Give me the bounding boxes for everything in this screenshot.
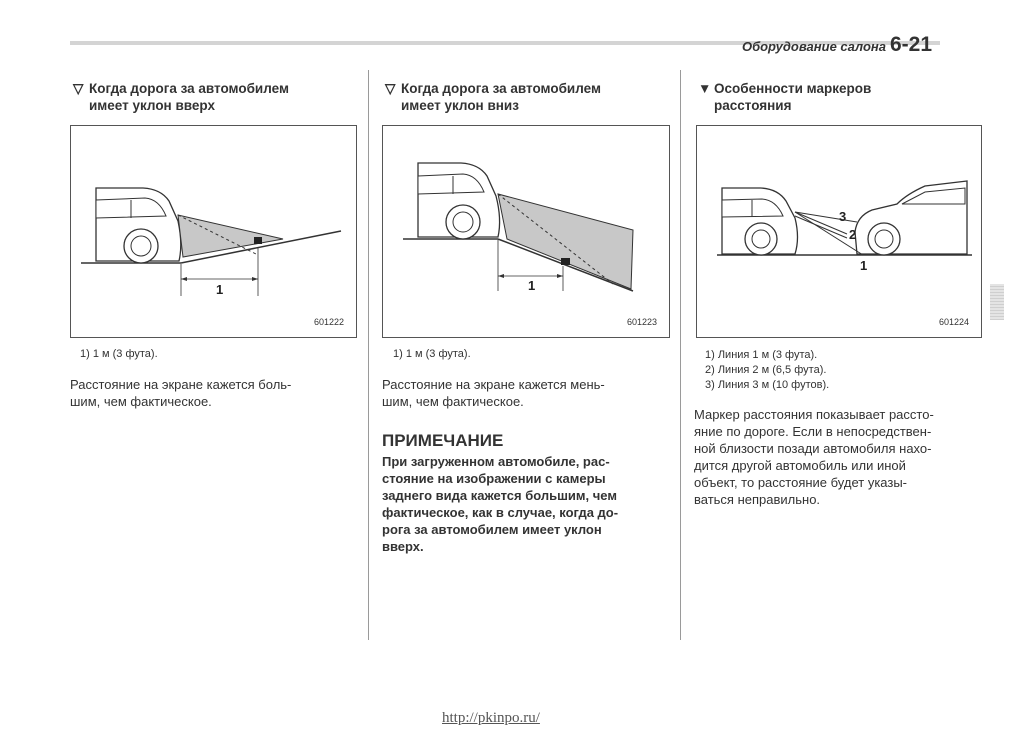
col3-triangle-icon: ▼ [698,81,712,96]
column-divider-2 [680,70,681,640]
col2-fig-label: 1 [528,278,536,293]
header-section-title: Оборудование салона [741,39,886,54]
col1-body-line2: шим, чем фактическое. [70,394,212,409]
col2-fig-code: 601223 [626,317,657,327]
col3-body-line: ваться неправильно. [694,492,821,507]
col3-fig-label-3: 3 [839,209,847,224]
col3-fig-label-1: 1 [860,258,868,273]
col3-figure [696,125,982,338]
col3-caption-item: 3) Линия 3 м (10 футов). [705,379,830,391]
col3-title-line2: расстояния [714,98,792,113]
col3-body [694,406,980,508]
col3-fig-label-2: 2 [849,227,857,242]
col1-body [70,376,355,410]
note-line: стояние на изображении с камеры [382,471,606,486]
footer-url-link[interactable]: http://pkinpo.ru/ [442,710,540,726]
col2-title [385,80,670,114]
note-line: рога за автомобилем имеет уклон [382,522,602,537]
col2-body [382,376,668,410]
note-line: фактическое, как в случае, когда до- [382,505,619,520]
col1-title-line2: имеет уклон вверх [89,98,215,113]
col3-body-line: объект, то расстояние будет указы- [694,475,908,490]
col3-body-line: ной близости позади автомобиля нахо- [694,441,932,456]
col2-figure-drawing [383,126,669,337]
col1-title [73,80,358,114]
col3-title-line1: Особенности маркеров [714,81,872,96]
side-tab [990,284,1004,320]
column-divider-1 [368,70,369,640]
col3-body-line: Маркер расстояния показывает рассто- [694,407,934,422]
note-heading: ПРИМЕЧАНИЕ [382,431,504,450]
col3-body-line: дится другой автомобиль или иной [694,458,906,473]
note-line: При загруженном автомобиле, рас- [382,454,610,469]
note-body [382,453,668,555]
col2-title-line1: Когда дорога за автомобилем [401,81,601,96]
col2-title-line2: имеет уклон вниз [401,98,519,113]
col3-caption-item: 2) Линия 2 м (6,5 фута). [705,364,827,376]
col2-body-line2: шим, чем фактическое. [382,394,524,409]
col1-body-line1: Расстояние на экране кажется боль- [70,377,292,392]
note-line: заднего вида кажется большим, чем [382,488,617,503]
col1-figure-drawing [71,126,356,337]
col2-body-line1: Расстояние на экране кажется мень- [382,377,605,392]
page-header [742,33,932,57]
col2-caption: 1) 1 м (3 фута). [393,348,471,360]
page-number: 6-21 [889,33,932,56]
col1-caption: 1) 1 м (3 фута). [80,348,158,360]
col2-figure [382,125,670,338]
col1-fig-code: 601222 [313,317,344,327]
col2-triangle-icon: ▽ [385,81,396,96]
col3-fig-code: 601224 [938,317,969,327]
col1-title-line1: Когда дорога за автомобилем [89,81,289,96]
col3-figure-drawing [697,126,981,337]
col3-caption-item: 1) Линия 1 м (3 фута). [705,349,818,361]
col1-triangle-icon: ▽ [73,81,84,96]
col1-fig-label: 1 [216,282,224,297]
col3-title [698,80,983,114]
col1-figure [70,125,357,338]
col3-body-line: яние по дороге. Если в непосредствен- [694,424,932,439]
note-line: вверх. [382,539,424,554]
col3-captions [705,348,829,393]
